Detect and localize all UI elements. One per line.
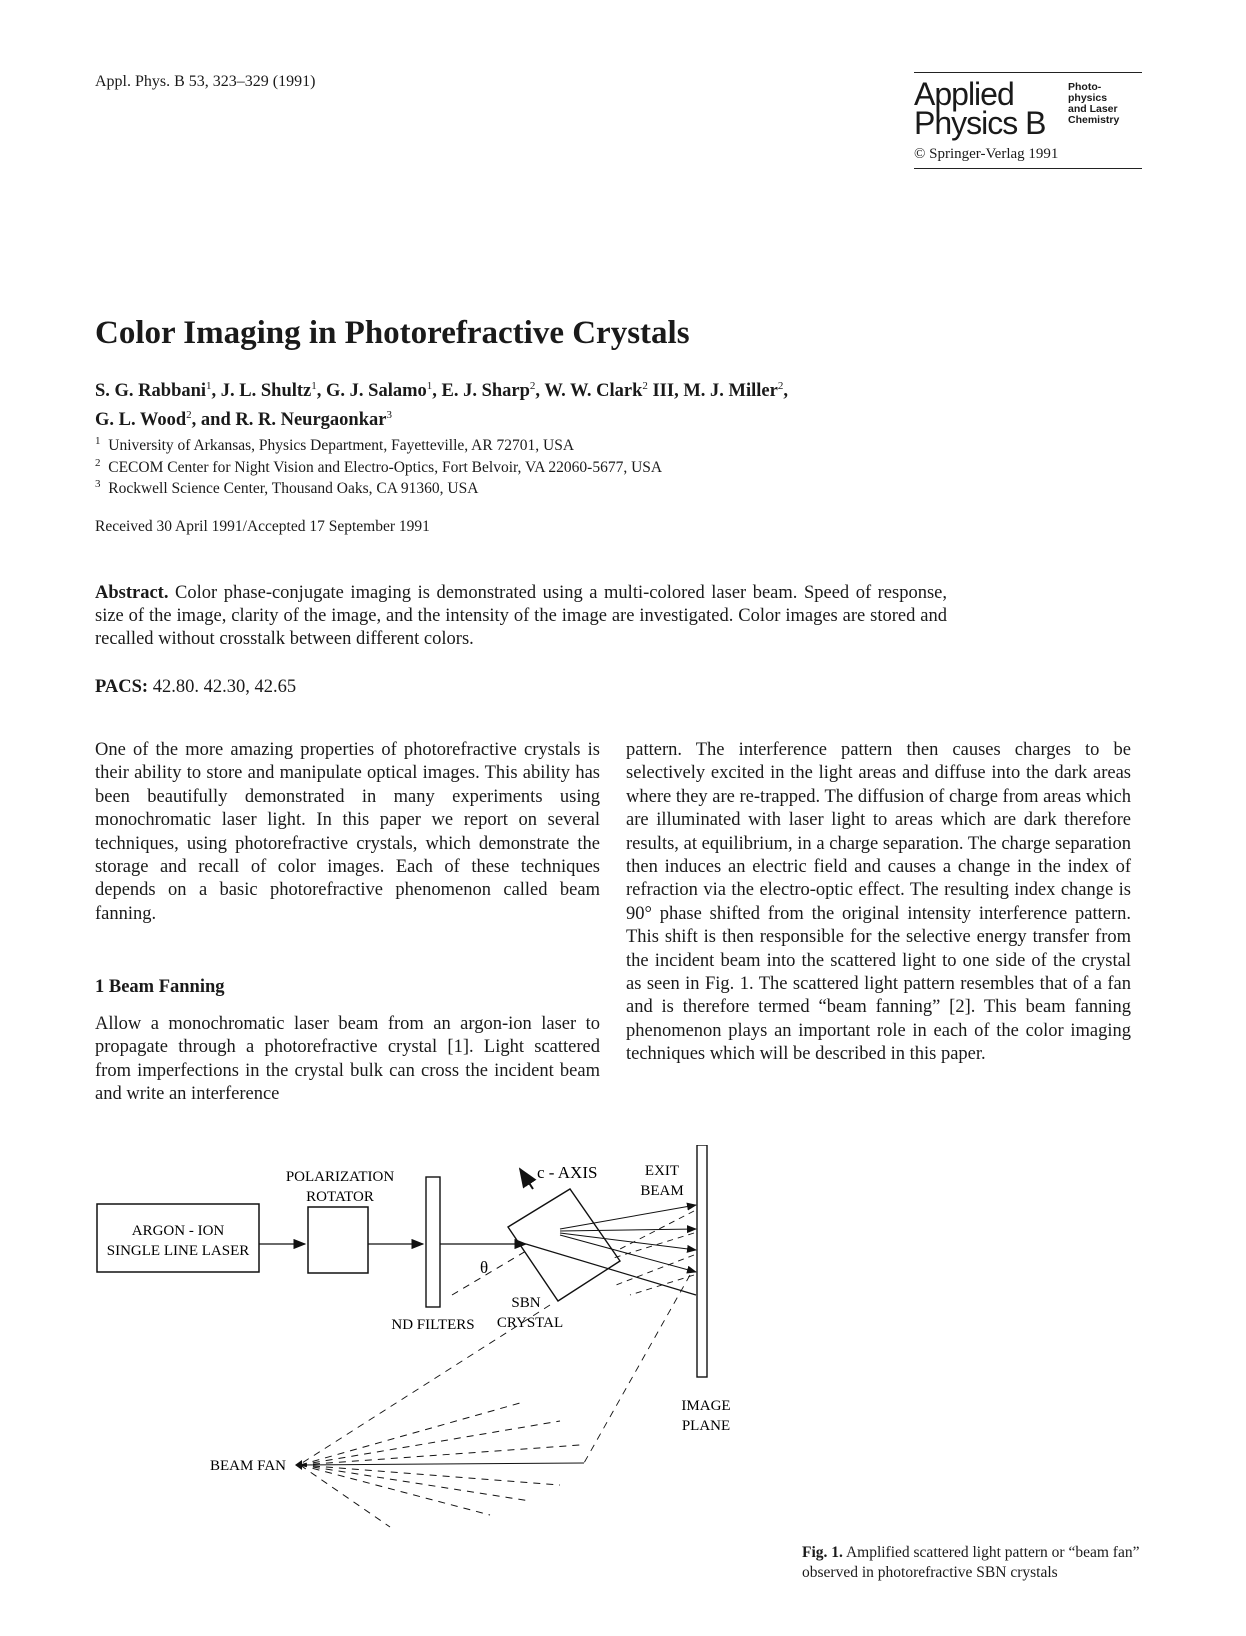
pacs: PACS: 42.80. 42.30, 42.65 [95,677,297,697]
crystal-label-1: SBN [511,1295,541,1311]
abstract-text: Color phase-conjugate imaging is demonstrated using a multi-colored laser beam. Speed of response, size of the image, clarity of the image, and the intensity of the image are investigated. Color images are stored and recalled without crosstalk between different colors. [95,583,947,649]
return-ray-3 [616,1255,694,1285]
intro-paragraph: One of the more amazing properties of photorefractive crystals is their ability to store and manipulate optical images. This ability has been beautifully demonstrated in many experiments using monochromatic laser light. In this paper we report on several techniques, using photorefractive crystals, which demonstrate the storage and recall of color images. Each of these techniques depends on a basic photorefractive phenomenon called beam fanning. [95,740,600,924]
affiliation-2: $^2$ CECOM Center for Night Vision and Electro-Optics, Fort Belvoir, VA 22060-5677, USA [95,457,663,477]
section-paragraph: Allow a monochromatic laser beam from an argon-ion laser to propagate through a photorefractive crystal [1]. Light scattered from imperfections in the crystal bulk can cross the incident beam and write an interference [95,1014,600,1105]
image-plane-label-1: IMAGE [681,1398,731,1414]
exit-ray-1 [560,1205,696,1229]
logo-small-2: physics [1068,92,1108,104]
nd-filter-label: ND FILTERS [391,1317,475,1333]
copyright: © Springer-Verlag 1991 [914,146,1059,162]
crystal-normal-dashed [452,1251,526,1295]
image-plane-label-2: PLANE [681,1418,731,1434]
nd-filter [426,1177,440,1307]
right-column-paragraph: pattern. The interference pattern then causes charges to be selectively excited in the light areas and diffuse into the dark areas where they are re-trapped. The diffusion of charge from areas which are illuminated with laser light to areas which are dark therefore results, at equilibrium, in a charge separation. The charge separation then induces an electric field and causes a change in the index of refraction via the electro-optic effect. The resulting index change is 90° phase shifted from the original intensity interference pattern. This shift is then responsible for the selective energy transfer from the incident beam into the scattered light to one side of the crystal as seen in Fig. 1. The scattered light pattern resembles that of a fan and is therefore termed “beam fanning” [2]. This beam fanning phenomenon plays an important role in each of the color imaging techniques which will be described in this paper. [626,740,1131,1065]
beam-fan-apex [295,1460,302,1470]
crystal-label-2: CRYSTAL [496,1315,564,1331]
figure-1-diagram [90,1145,750,1545]
exit-beam-label-1: EXIT [644,1163,680,1179]
exit-beam-label-2: BEAM [640,1183,684,1199]
abstract [95,582,947,651]
laser-label-2: SINGLE LINE LASER [106,1243,250,1259]
rotator-label-2: ROTATOR [306,1189,374,1205]
figure-caption-text: Amplified scattered light pattern or “beam fan” observed in photorefractive SBN crystals [802,1544,1140,1581]
exit-ray-3 [560,1233,696,1250]
exit-beam-line [526,1244,696,1295]
sbn-crystal [508,1189,620,1301]
logo-small-1: Photo- [1068,81,1102,93]
image-plane [697,1145,707,1377]
image-plane-dashed-return [584,1275,690,1463]
abstract-label: Abstract. [95,583,169,603]
logo-small-4: Chemistry [1068,114,1120,126]
laser-label-1: ARGON - ION [131,1223,225,1239]
beam-fan-rays [300,1403,584,1527]
figure-caption [802,1543,1157,1583]
logo-small-3: and Laser [1068,103,1118,115]
exit-ray-2 [560,1229,696,1231]
logo-bottom-rule [914,168,1142,169]
rotator-label-1: POLARIZATION [285,1169,395,1185]
paper-title: Color Imaging in Photorefractive Crystals [95,315,690,351]
return-ray-2 [610,1233,694,1259]
author-list: S. G. Rabbani$^1$, J. L. Shultz$^1$, G. J. Salamo$^1$, E. J. Sharp$^2$, W. W. Clark$^2$ III, M. J. Miller$^2$, G. L. Wood$^2$, and R. R. Neurgaonkar$^3$ [95,380,788,431]
beam-fan-label: BEAM FAN [210,1458,286,1474]
journal-reference: Appl. Phys. B 53, 323–329 (1991) [95,73,316,90]
figure-caption-label: Fig. 1. [802,1544,843,1561]
c-axis-label: c - AXIS [537,1163,598,1182]
affiliation-1: $^1$ University of Arkansas, Physics Department, Fayetteville, AR 72701, USA [95,435,575,455]
section-heading: 1 Beam Fanning [95,977,225,997]
logo-top-rule [914,72,1142,73]
journal-logo [914,72,1142,169]
logo-line-applied: Applied [914,76,1014,112]
theta-label: θ [480,1258,489,1277]
c-axis-arrow [520,1169,533,1189]
logo-line-physics: Physics B [914,105,1046,141]
affiliation-3: $^3$ Rockwell Science Center, Thousand Oaks, CA 91360, USA [95,478,479,498]
rotator-box [308,1207,368,1273]
received-date: Received 30 April 1991/Accepted 17 September 1991 [95,518,430,535]
